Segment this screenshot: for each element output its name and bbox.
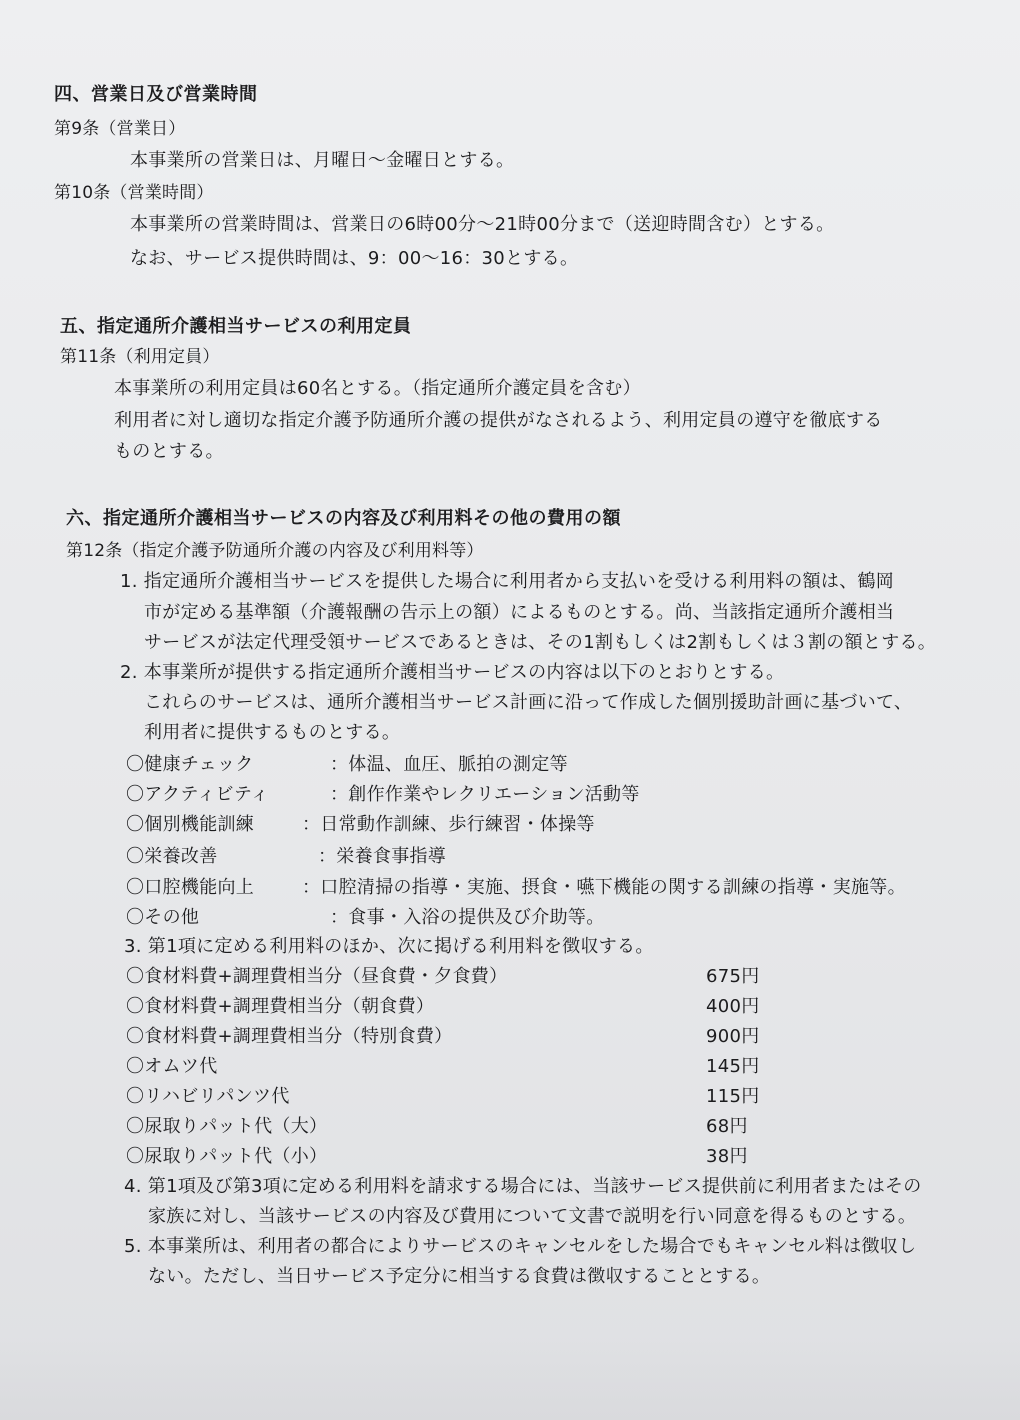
fee-name: 〇リハビリパンツ代 [126, 1086, 290, 1107]
section4-heading: 四、営業日及び営業時間 [54, 84, 258, 105]
item5-line2: ない。ただし、当日サービス予定分に相当する食費は徴収することとする。 [148, 1266, 771, 1287]
item1-line3: サービスが法定代理受領サービスであるときは、その1割もしくは2割もしくは３割の額とする。 [144, 632, 937, 653]
service-name: 〇個別機能訓練 [126, 814, 255, 835]
article12-title: 第12条（指定介護予防通所介護の内容及び利用料等） [66, 541, 484, 561]
service-desc: ：日常動作訓練、歩行練習・体操等 [302, 814, 595, 835]
fee-name: 〇オムツ代 [126, 1056, 218, 1077]
service-desc: ：栄養食事指導 [318, 846, 447, 867]
item2-line3: 利用者に提供するものとする。 [144, 722, 401, 743]
section6-heading: 六、指定通所介護相当サービスの内容及び利用料その他の費用の額 [66, 508, 621, 529]
fee-name: 〇食材料費+調理費相当分（朝食費） [126, 996, 435, 1017]
fee-name: 〇食材料費+調理費相当分（昼食費・夕食費） [126, 966, 508, 987]
section5-heading: 五、指定通所介護相当サービスの利用定員 [60, 316, 412, 337]
item1-line2: 市が定める基準額（介護報酬の告示上の額）によるものとする。尚、当該指定通所介護相当 [144, 602, 895, 623]
item4-line2: 家族に対し、当該サービスの内容及び費用について文書で説明を行い同意を得るものとする。 [148, 1206, 917, 1227]
fee-price: 68円 [706, 1116, 748, 1137]
article9-text: 本事業所の営業日は、月曜日～金曜日とする。 [130, 150, 515, 171]
item1-line1: 1. 指定通所介護相当サービスを提供した場合に利用者から支払いを受ける利用料の額は、鶴岡 [120, 571, 895, 592]
article11-line3: ものとする。 [114, 441, 224, 462]
item3-text: 3. 第1項に定める利用料のほか、次に掲げる利用料を徴収する。 [124, 936, 654, 957]
service-desc: ：創作作業やレクリエーション活動等 [330, 784, 640, 805]
article11-line2: 利用者に対し適切な指定介護予防通所介護の提供がなされるよう、利用定員の遵守を徹底する [114, 410, 883, 431]
fee-price: 38円 [706, 1146, 748, 1167]
service-name: 〇栄養改善 [126, 846, 218, 867]
article10-text2: なお、サービス提供時間は、9：00～16：30とする。 [130, 248, 579, 269]
fee-name: 〇尿取りパット代（大） [126, 1116, 328, 1137]
article10-text1: 本事業所の営業時間は、営業日の6時00分～21時00分まで（送迎時間含む）とする。 [130, 214, 835, 235]
fee-name: 〇尿取りパット代（小） [126, 1146, 328, 1167]
fee-price: 145円 [706, 1056, 760, 1077]
fee-price: 400円 [706, 996, 760, 1017]
item4-line1: 4. 第1項及び第3項に定める利用料を請求する場合には、当該サービス提供前に利用者またはその [124, 1176, 922, 1197]
service-name: 〇健康チェック [126, 754, 254, 775]
item2-line2: これらのサービスは、通所介護相当サービス計画に沿って作成した個別援助計画に基づいて、 [144, 692, 913, 713]
article10-title: 第10条（営業時間） [54, 183, 214, 203]
article11-line1: 本事業所の利用定員は60名とする。（指定通所介護定員を含む） [114, 378, 641, 399]
service-desc: ：体温、血圧、脈拍の測定等 [330, 754, 568, 775]
service-name: 〇その他 [126, 907, 200, 928]
fee-price: 900円 [706, 1026, 760, 1047]
article9-title: 第9条（営業日） [54, 119, 186, 139]
item5-line1: 5. 本事業所は、利用者の都合によりサービスのキャンセルをした場合でもキャンセル料は徴収し [124, 1236, 917, 1257]
service-name: 〇口腔機能向上 [126, 877, 255, 898]
article11-title: 第11条（利用定員） [60, 347, 220, 367]
item2-line1: 2. 本事業所が提供する指定通所介護相当サービスの内容は以下のとおりとする。 [120, 662, 785, 683]
fee-price: 675円 [706, 966, 760, 987]
fee-price: 115円 [706, 1086, 760, 1107]
fee-name: 〇食材料費+調理費相当分（特別食費） [126, 1026, 453, 1047]
service-desc: ：食事・入浴の提供及び介助等。 [330, 907, 605, 928]
service-desc: ：口腔清掃の指導・実施、摂食・嚥下機能の関する訓練の指導・実施等。 [302, 877, 906, 898]
page-shadow [0, 1335, 1020, 1420]
service-name: 〇アクティビティ [126, 784, 269, 805]
